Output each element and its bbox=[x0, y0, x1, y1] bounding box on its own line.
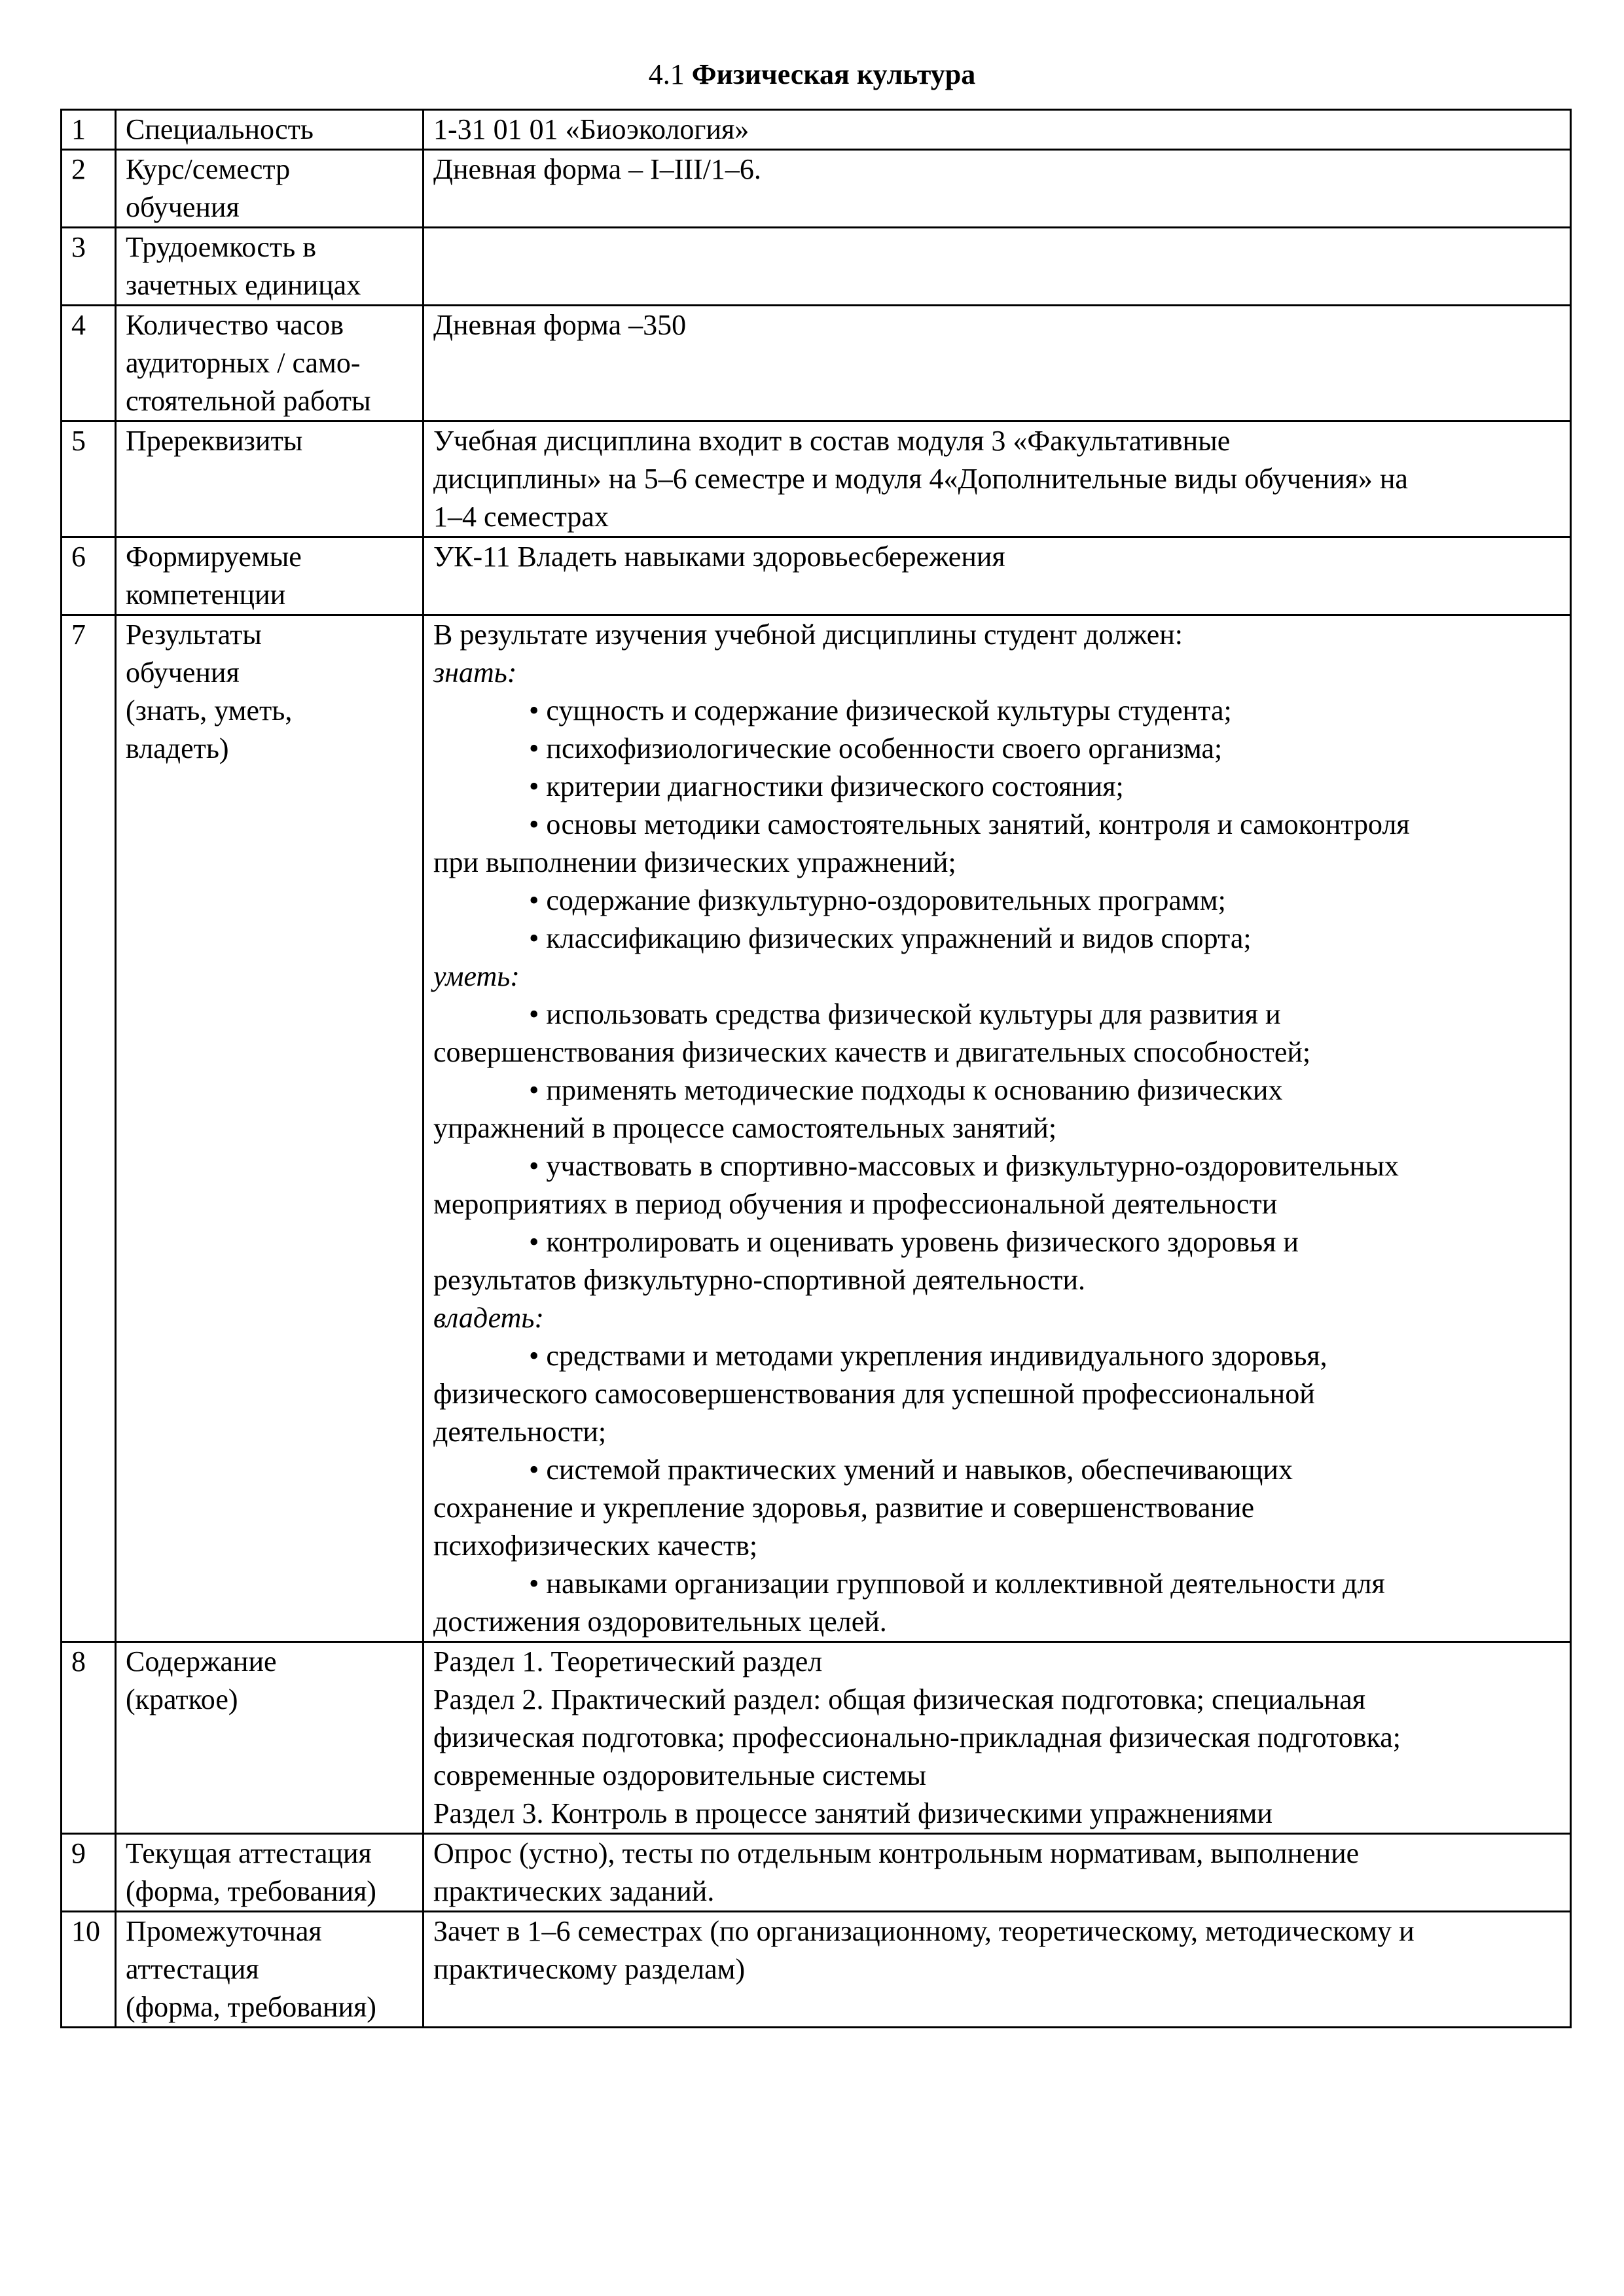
can-item-cont: мероприятиях в период обучения и профессиональной деятельности bbox=[433, 1188, 1278, 1220]
can-item: • участвовать в спортивно-массовых и физкультурно-оздоровительных bbox=[529, 1150, 1399, 1182]
row-value-line: Дневная форма –350 bbox=[433, 309, 687, 341]
row-value bbox=[424, 110, 1571, 150]
know-item: • содержание физкультурно-оздоровительных программ; bbox=[529, 884, 1226, 916]
row-label-line: Формируемые bbox=[126, 541, 302, 573]
row-number: 2 bbox=[62, 150, 116, 228]
know-item: • классификацию физических упражнений и видов спорта; bbox=[529, 922, 1252, 954]
know-item: • основы методики самостоятельных занятий, контроля и самоконтроля bbox=[529, 808, 1410, 840]
row-label bbox=[116, 228, 424, 306]
row-number: 3 bbox=[62, 228, 116, 306]
row-value-line: Опрос (устно), тесты по отдельным контрольным нормативам, выполнение bbox=[433, 1837, 1360, 1869]
row-value-line: практическому разделам) bbox=[433, 1953, 746, 1985]
row-value-line: Раздел 3. Контроль в процессе занятий физическими упражнениями bbox=[433, 1797, 1272, 1829]
own-item-cont: сохранение и укрепление здоровья, развитие и совершенствование bbox=[433, 1492, 1255, 1524]
own-item: • системой практических умений и навыков, обеспечивающих bbox=[529, 1454, 1293, 1486]
row-label-line: обучения bbox=[126, 656, 240, 689]
table-row-learning-outcomes bbox=[62, 615, 1571, 1642]
row-label bbox=[116, 1912, 424, 2028]
section-title bbox=[0, 56, 1624, 93]
can-label: уметь: bbox=[433, 960, 520, 992]
row-label-line: обучения bbox=[126, 191, 240, 223]
row-label-line: зачетных единицах bbox=[126, 269, 361, 301]
row-value-line: 1–4 семестрах bbox=[433, 501, 609, 533]
row-value bbox=[424, 1834, 1571, 1912]
row-value-line: 1-31 01 01 «Биоэкология» bbox=[433, 113, 749, 145]
row-label bbox=[116, 537, 424, 615]
row-number: 9 bbox=[62, 1834, 116, 1912]
row-label-line: (знать, уметь, bbox=[126, 694, 293, 726]
row-label-line: (форма, требования) bbox=[126, 1991, 376, 2023]
own-item: • навыками организации групповой и коллективной деятельности для bbox=[529, 1568, 1385, 1600]
row-label-line: Трудоемкость в bbox=[126, 231, 316, 263]
row-value-line: современные оздоровительные системы bbox=[433, 1759, 926, 1791]
table-row-specialty bbox=[62, 110, 1571, 150]
row-label bbox=[116, 110, 424, 150]
table-row-hours bbox=[62, 306, 1571, 422]
own-item-cont: деятельности; bbox=[433, 1416, 607, 1448]
table-row-content bbox=[62, 1642, 1571, 1834]
row-label-line: аттестация bbox=[126, 1953, 259, 1985]
row-label bbox=[116, 306, 424, 422]
row-value bbox=[424, 422, 1571, 537]
row-label bbox=[116, 615, 424, 1642]
row-label bbox=[116, 150, 424, 228]
row-number: 10 bbox=[62, 1912, 116, 2028]
can-item: • использовать средства физической культуры для развития и bbox=[529, 998, 1281, 1030]
can-item-cont: совершенствования физических качеств и двигательных способностей; bbox=[433, 1036, 1311, 1068]
row-value-line: дисциплины» на 5–6 семестре и модуля 4«Дополнительные виды обучения» на bbox=[433, 463, 1408, 495]
own-label: владеть: bbox=[433, 1302, 545, 1334]
row-value bbox=[424, 306, 1571, 422]
own-item-cont: достижения оздоровительных целей. bbox=[433, 1605, 887, 1638]
row-label bbox=[116, 1834, 424, 1912]
outcomes-intro: В результате изучения учебной дисциплины студент должен: bbox=[433, 619, 1183, 651]
own-item-cont: физического самосовершенствования для успешной профессиональной bbox=[433, 1378, 1315, 1410]
can-item: • применять методические подходы к основанию физических bbox=[529, 1074, 1283, 1106]
own-item: • средствами и методами укрепления индивидуального здоровья, bbox=[529, 1340, 1327, 1372]
table-row-prerequisites bbox=[62, 422, 1571, 537]
row-label-line: компетенции bbox=[126, 579, 286, 611]
row-label-line: Пререквизиты bbox=[126, 425, 303, 457]
row-value-line: физическая подготовка; профессионально-прикладная физическая подготовка; bbox=[433, 1721, 1401, 1753]
know-item: • сущность и содержание физической культуры студента; bbox=[529, 694, 1232, 726]
table-row-interim-assessment bbox=[62, 1912, 1571, 2028]
discipline-table-body bbox=[62, 110, 1571, 2028]
row-label-line: владеть) bbox=[126, 732, 229, 764]
row-value-line: УК-11 Владеть навыками здоровьесбережения bbox=[433, 541, 1005, 573]
row-label-line: Количество часов bbox=[126, 309, 344, 341]
discipline-table bbox=[60, 109, 1572, 2028]
know-item: • критерии диагностики физического состояния; bbox=[529, 770, 1124, 802]
row-label-line: (форма, требования) bbox=[126, 1875, 376, 1907]
row-number: 1 bbox=[62, 110, 116, 150]
row-label-line: Текущая аттестация bbox=[126, 1837, 372, 1869]
row-value-line: Зачет в 1–6 семестрах (по организационному, теоретическому, методическому и bbox=[433, 1915, 1415, 1947]
table-row-course-semester bbox=[62, 150, 1571, 228]
row-value-line: Учебная дисциплина входит в состав модуля 3 «Факультативные bbox=[433, 425, 1231, 457]
can-item-cont: результатов физкультурно-спортивной деятельности. bbox=[433, 1264, 1085, 1296]
row-label bbox=[116, 422, 424, 537]
row-value bbox=[424, 228, 1571, 306]
row-value bbox=[424, 615, 1571, 1642]
own-item-cont: психофизических качеств; bbox=[433, 1530, 758, 1562]
table-row-competencies bbox=[62, 537, 1571, 615]
row-number: 5 bbox=[62, 422, 116, 537]
section-title-text: Физическая культура bbox=[691, 58, 976, 90]
row-label bbox=[116, 1642, 424, 1834]
row-label-line: (краткое) bbox=[126, 1683, 238, 1715]
can-item-cont: упражнений в процессе самостоятельных занятий; bbox=[433, 1112, 1057, 1144]
row-number: 7 bbox=[62, 615, 116, 1642]
row-value bbox=[424, 537, 1571, 615]
row-label-line: Результаты bbox=[126, 619, 262, 651]
table-row-credits bbox=[62, 228, 1571, 306]
row-number: 6 bbox=[62, 537, 116, 615]
row-label-line: аудиторных / само- bbox=[126, 347, 361, 379]
can-item: • контролировать и оценивать уровень физического здоровья и bbox=[529, 1226, 1299, 1258]
know-item: • психофизиологические особенности своего организма; bbox=[529, 732, 1223, 764]
row-label-line: Содержание bbox=[126, 1645, 277, 1677]
row-value bbox=[424, 150, 1571, 228]
know-label: знать: bbox=[433, 656, 517, 689]
row-value-line: Раздел 1. Теоретический раздел bbox=[433, 1645, 823, 1677]
row-value bbox=[424, 1642, 1571, 1834]
row-value-line: Дневная форма – I–III/1–6. bbox=[433, 153, 761, 185]
row-label-line: Курс/семестр bbox=[126, 153, 291, 185]
know-item-cont: при выполнении физических упражнений; bbox=[433, 846, 956, 878]
row-value-line: практических заданий. bbox=[433, 1875, 715, 1907]
section-number: 4.1 bbox=[648, 58, 685, 90]
row-value-line: Раздел 2. Практический раздел: общая физическая подготовка; специальная bbox=[433, 1683, 1365, 1715]
row-label-line: стоятельной работы bbox=[126, 385, 371, 417]
row-label-line: Специальность bbox=[126, 113, 314, 145]
row-number: 4 bbox=[62, 306, 116, 422]
row-value bbox=[424, 1912, 1571, 2028]
row-label-line: Промежуточная bbox=[126, 1915, 322, 1947]
table-row-current-assessment bbox=[62, 1834, 1571, 1912]
row-number: 8 bbox=[62, 1642, 116, 1834]
